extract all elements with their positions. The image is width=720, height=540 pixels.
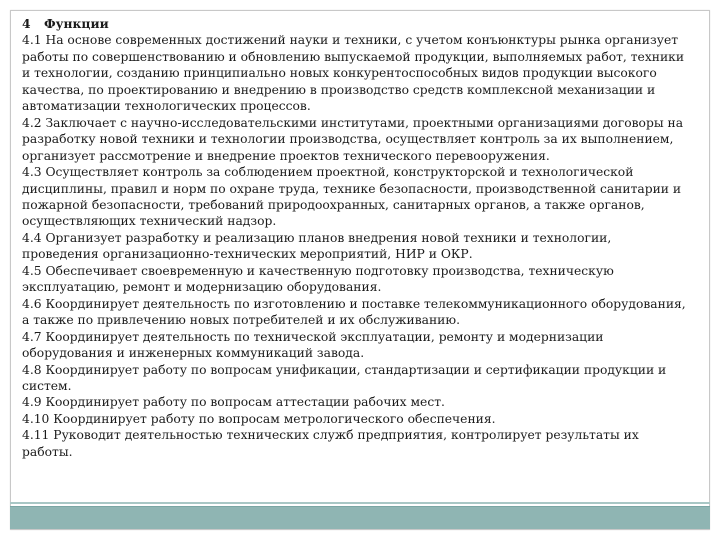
paragraph-4-4: 4.4 Организует разработку и реализацию планов внедрения новой техники и технологии, проведения организационно-технических мероприятий, НИР и ОКР. [22, 230, 612, 262]
section-heading [22, 16, 686, 32]
footer-divider [10, 502, 710, 504]
section-number: 4 [22, 16, 31, 31]
paragraph-4-11: 4.11 Руководит деятельностью технических служб предприятия, контролирует результаты их работы. [22, 428, 639, 459]
paragraph-4-8: 4.8 Координирует работу по вопросам унификации, стандартизации и сертификации продукции и систем. [22, 362, 667, 393]
paragraph-4-3: 4.3 Осуществляет контроль за соблюдением проектной, конструкторской и технологической дисциплины, правил и норм по охране труда, технике безопасности, производственной санитарии и пожарной безопасности, требований природоохранных, санитарных органов, а также органов, осуществляющих технический надзор. [22, 165, 682, 229]
paragraph-4-2: 4.2 Заключает с научно-исследовательскими институтами, проектными организациями договоры на разработку новой техники и технологии производства, осуществляет контроль за их выполнением, организует рассмотрение и внедрение проектов технического перевооружения. [22, 115, 684, 163]
paragraph-4-1: 4.1 На основе современных достижений науки и техники, с учетом конъюнктуры рынка организует работы по совершенствованию и обновлению выпускаемой продукции, выполняемых работ, техники и технологии, созданию принципиально новых конкурентоспособных видов продукции высокого качества, по проектированию и внедрению в производство средств комплексной механизации и автоматизации технологических процессов. [22, 33, 685, 114]
footer-bar [10, 506, 710, 529]
section-title: Функции [44, 16, 109, 31]
paragraph-4-10: 4.10 Координирует работу по вопросам метрологического обеспечения. [22, 411, 496, 426]
paragraph-4-7: 4.7 Координирует деятельность по технической эксплуатации, ремонту и модернизации оборудования и инженерных коммуникаций завода. [22, 329, 604, 361]
document-body [22, 16, 686, 460]
paragraph-4-9: 4.9 Координирует работу по вопросам аттестации рабочих мест. [22, 395, 445, 410]
paragraph-4-5: 4.5 Обеспечивает своевременную и качественную подготовку производства, техническую эксплуатацию, ремонт и модернизацию оборудования. [22, 263, 614, 295]
paragraph-4-6: 4.6 Координирует деятельность по изготовлению и поставке телекоммуникационного оборудования, а также по привлечению новых потребителей и их обслуживанию. [22, 296, 686, 328]
